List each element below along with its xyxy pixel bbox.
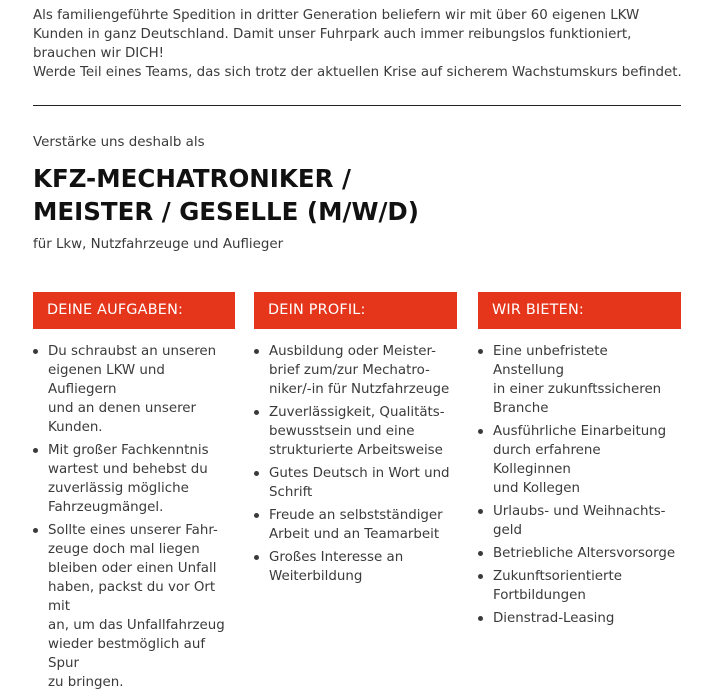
list-item: Betriebliche Altersvorsorge (478, 544, 681, 563)
list-item: Ausführliche Einarbeitung durch erfahrene Kolleginnen und Kollegen (478, 422, 681, 498)
column-profile-heading: DEIN PROFIL: (254, 292, 457, 329)
tasks-list (33, 342, 235, 692)
list-item: Mit großer Fachkenntnis wartest und behebst du zuverlässig mögliche Fahrzeugmängel. (33, 441, 235, 517)
list-item: Dienstrad-Leasing (478, 609, 681, 628)
list-item: Zuverlässigkeit, Qualitäts- bewusstsein und eine strukturierte Arbeitsweise (254, 403, 457, 460)
list-item: Ausbildung oder Meister- brief zum/zur Mechatro- niker/-in für Nutzfahrzeuge (254, 342, 457, 399)
list-item: Sollte eines unserer Fahr- zeuge doch mal liegen bleiben oder einen Unfall haben, packst du vor Ort mit an, um das Unfallfahrzeug wieder bestmöglich auf Spur zu bringen. (33, 521, 235, 692)
job-subtitle: für Lkw, Nutzfahrzeuge und Auflieger (33, 237, 284, 252)
intro-text (33, 6, 693, 82)
list-item: Freude an selbstständiger Arbeit und an Teamarbeit (254, 506, 457, 544)
list-item: Urlaubs- und Weihnachts- geld (478, 502, 681, 540)
divider (33, 105, 681, 106)
profile-list (254, 342, 457, 586)
kicker-text: Verstärke uns deshalb als (33, 135, 205, 150)
list-item: Zukunftsorientierte Fortbildungen (478, 567, 681, 605)
list-item: Großes Interesse an Weiterbildung (254, 548, 457, 586)
intro-paragraph: Als familiengeführte Spedition in dritter Generation beliefern wir mit über 60 eigenen LKW Kunden in ganz Deutschland. Damit unser Fuhrpark auch immer reibungslos funktioniert, brauchen wir DICH! (33, 8, 640, 61)
column-tasks-heading: DEINE AUFGABEN: (33, 292, 235, 329)
column-profile (254, 292, 457, 590)
job-title-line-1: KFZ-MECHATRONIKER / (33, 164, 351, 193)
list-item: Du schraubst an unseren eigenen LKW und Aufliegern und an denen unserer Kunden. (33, 342, 235, 437)
list-item: Gutes Deutsch in Wort und Schrift (254, 464, 457, 502)
intro-paragraph-2: Werde Teil eines Teams, das sich trotz der aktuellen Krise auf sicherem Wachstumskurs befindet. (33, 65, 682, 80)
column-offer (478, 292, 681, 632)
list-item: Eine unbefristete Anstellung in einer zukunftssicheren Branche (478, 342, 681, 418)
offer-list (478, 342, 681, 628)
job-title (33, 162, 673, 228)
job-title-line-2: MEISTER / GESELLE (M/W/D) (33, 197, 419, 226)
column-offer-heading: WIR BIETEN: (478, 292, 681, 329)
column-tasks (33, 292, 235, 696)
